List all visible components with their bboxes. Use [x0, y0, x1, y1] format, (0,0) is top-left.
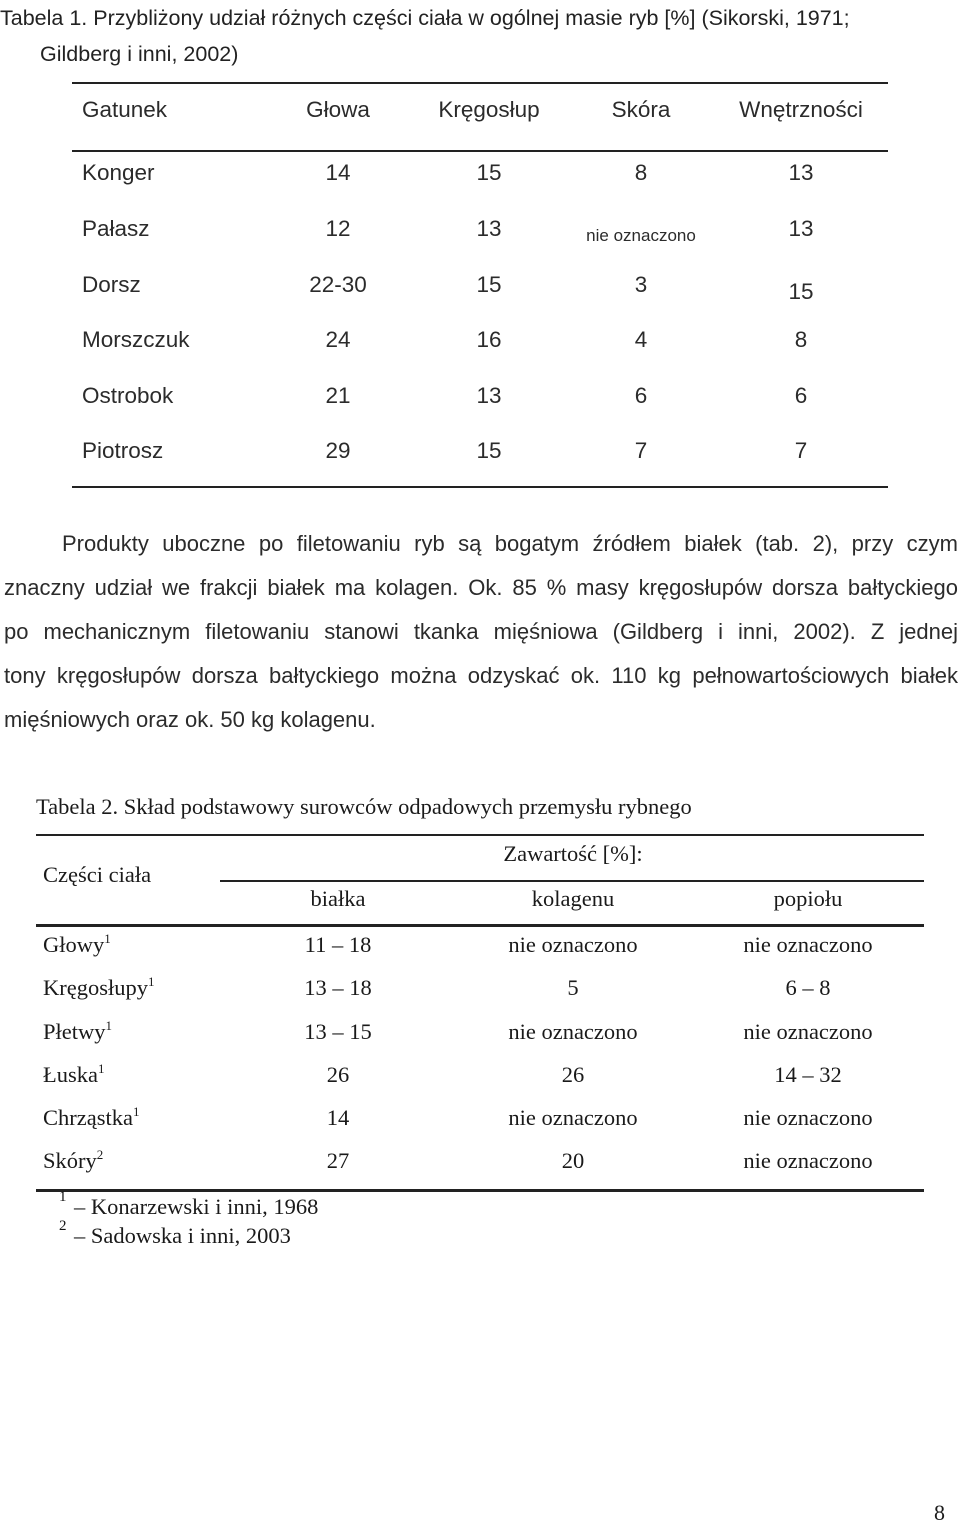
table2-cell: 14 [326, 1105, 350, 1130]
table1-cell: nie oznaczono [586, 226, 696, 245]
table2-cell: nie oznaczono [508, 932, 638, 957]
table2-top-rule [36, 834, 924, 836]
table1-caption-line2: Gildberg i inni, 2002) [40, 42, 239, 66]
table1-cell: 22-30 [309, 272, 367, 297]
table1-cell: 15 [476, 272, 502, 297]
table2-cell: nie oznaczono [743, 932, 873, 957]
table2-cell: 20 [561, 1148, 585, 1173]
table1-cell: 12 [325, 216, 351, 241]
table1-cell-species: Ostrobok [82, 383, 174, 408]
table2-cell-name: Łuska$^1$ [43, 1061, 105, 1087]
paragraph-line: po mechanicznym filetowaniu stanowi tkanka mięśniowa (Gildberg i inni, 2002). Z jednej [4, 619, 958, 644]
table1-top-rule [72, 82, 888, 84]
table2-cell: 27 [326, 1148, 350, 1173]
table1-cell-species: Dorsz [82, 272, 141, 297]
table1-cell: 13 [788, 216, 814, 241]
table2-cell: 5 [567, 975, 579, 1000]
table2-subheader-bialka: białka [310, 886, 366, 911]
table2-group-header: Zawartość [%]: [503, 841, 643, 866]
table2-bottom-rule [36, 1189, 924, 1192]
table2-cell-name: Kręgosłupy$^1$ [43, 974, 155, 1000]
table1-cell: 6 [634, 383, 648, 408]
table2-cell: 13 – 15 [304, 1019, 372, 1044]
table1-header-gatunek: Gatunek [82, 97, 168, 122]
table2-header-rule [36, 924, 924, 927]
paragraph-line: mięśniowych oraz ok. 50 kg kolagenu. [4, 707, 376, 732]
table2-cell-name: Chrząstka$^1$ [43, 1104, 140, 1130]
footnote-mark: 2 [59, 1218, 67, 1234]
table2-cell: nie oznaczono [743, 1105, 873, 1130]
table2-cell-name: Płetwy$^1$ [43, 1018, 113, 1044]
table2-cell: 26 [326, 1062, 350, 1087]
table1-cell-species: Morszczuk [82, 327, 190, 352]
table1-header-kregoslup: Kręgosłup [438, 97, 540, 122]
table2-cell: 14 – 32 [774, 1062, 842, 1087]
table2-cell-name: Skóry$^2$ [43, 1147, 104, 1173]
table1-cell: 13 [476, 383, 502, 408]
footnote-ref: 1 [104, 931, 111, 946]
table1-cell: 3 [634, 272, 648, 297]
table1-header-glowa: Głowa [306, 97, 370, 122]
footnote-ref: 2 [96, 1147, 104, 1162]
table2-cell: nie oznaczono [508, 1105, 638, 1130]
table1-cell: 8 [794, 327, 808, 352]
table2-cell: 13 – 18 [304, 975, 372, 1000]
table1-cell: 13 [476, 216, 502, 241]
table1-cell-species: Konger [82, 160, 155, 185]
table1-cell: 13 [788, 160, 814, 185]
table1-cell: 15 [788, 279, 814, 304]
table1-cell: 16 [476, 327, 502, 352]
table2-subheader-popiolu: popiołu [773, 886, 843, 911]
table1-cell: 21 [325, 383, 351, 408]
body-paragraph [4, 531, 958, 751]
table2-subheader-kolagenu: kolagenu [531, 886, 615, 911]
footnote-ref: 1 [105, 1018, 113, 1033]
footnote-ref: 1 [148, 974, 155, 989]
table2-row-header: Części ciała [43, 862, 152, 887]
table1-cell: 24 [325, 327, 351, 352]
footnote-ref: 1 [98, 1061, 105, 1076]
table1-cell: 8 [634, 160, 648, 185]
table2-cell: 11 – 18 [304, 932, 372, 957]
table2-cell: 6 – 8 [785, 975, 831, 1000]
paragraph-line: tony kręgosłupów dorsza bałtyckiego można odzyskać ok. 110 kg pełnowartościowych białek [4, 663, 958, 688]
table1-header-wnetrznosci: Wnętrzności [739, 97, 863, 122]
paragraph-line: znaczny udział we frakcji białek ma kolagen. Ok. 85 % masy kręgosłupów dorsza bałtyckiego [4, 575, 958, 600]
table2-caption: Tabela 2. Skład podstawowy surowców odpadowych przemysłu rybnego [36, 794, 692, 819]
table1-cell: 4 [634, 327, 648, 352]
table1-cell: 15 [476, 438, 502, 463]
paragraph-line: Produkty uboczne po filetowaniu ryb są bogatym źródłem białek (tab. 2), przy czym [62, 531, 958, 556]
table1-cell-species: Pałasz [82, 216, 150, 241]
table1-cell: 29 [325, 438, 351, 463]
table1-caption-line1: Tabela 1. Przybliżony udział różnych części ciała w ogólnej masie ryb [%] (Sikorski, 1971; [0, 6, 850, 30]
table1-cell: 14 [325, 160, 351, 185]
footnote-mark: 1 [59, 1189, 67, 1205]
table2-cell: 26 [561, 1062, 585, 1087]
table1-cell: 7 [794, 438, 808, 463]
table2-cell: nie oznaczono [508, 1019, 638, 1044]
table2-cell: nie oznaczono [743, 1019, 873, 1044]
table2-cell-name: Głowy$^1$ [43, 931, 111, 957]
table1-bottom-rule [72, 486, 888, 488]
footnote-ref: 1 [132, 1104, 140, 1119]
table1-cell: 15 [476, 160, 502, 185]
table1-cell-species: Piotrosz [82, 438, 164, 463]
table2-group-rule [220, 880, 924, 882]
footnote-text: – Konarzewski i inni, 1968 [74, 1194, 319, 1219]
table1-header-skora: Skóra [611, 97, 671, 122]
table2-cell: nie oznaczono [743, 1148, 873, 1173]
footnote-text: – Sadowska i inni, 2003 [74, 1223, 291, 1248]
table1-cell: 7 [634, 438, 648, 463]
page-number: 8 [934, 1500, 945, 1525]
table1-header-rule [72, 150, 888, 152]
table1-cell: 6 [794, 383, 808, 408]
